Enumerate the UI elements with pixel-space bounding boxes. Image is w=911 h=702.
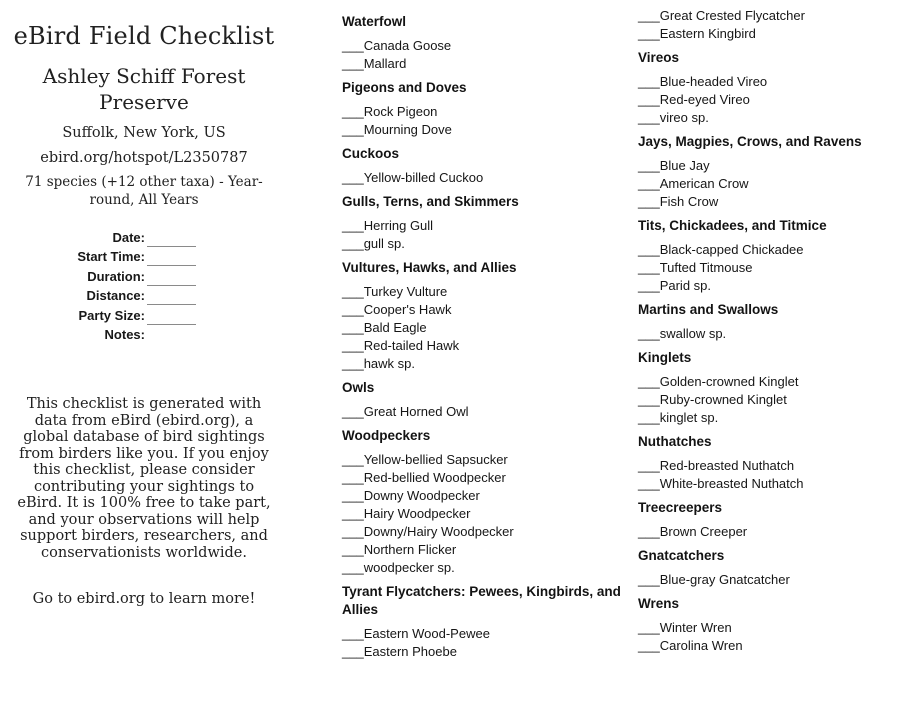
form-blank-line — [147, 308, 196, 325]
taxon-group-header: Tits, Chickadees, and Titmice — [638, 218, 827, 233]
species-row — [342, 235, 634, 253]
tally-blank: ___ — [342, 560, 364, 575]
taxon-group-header: Jays, Magpies, Crows, and Ravens — [638, 134, 862, 149]
taxon-group-header: Pigeons and Doves — [342, 80, 467, 95]
form-field-label: Distance: — [86, 288, 145, 303]
species-row — [638, 193, 910, 211]
species-row — [342, 301, 634, 319]
page-title: eBird Field Checklist — [13, 22, 275, 50]
tally-blank: ___ — [638, 392, 660, 407]
species-row — [638, 91, 910, 109]
species-row — [342, 337, 634, 355]
species-name: Parid sp. — [659, 278, 712, 293]
species-name: Mallard — [363, 56, 407, 71]
form-row — [8, 325, 280, 345]
taxon-group-header: Martins and Swallows — [638, 302, 779, 317]
species-row — [638, 277, 910, 295]
species-name: American Crow — [659, 176, 749, 191]
hotspot-name: Ashley Schiff Forest Preserve — [42, 64, 246, 114]
species-row — [342, 103, 634, 121]
form-row — [8, 305, 280, 325]
tally-blank: ___ — [638, 524, 660, 539]
species-name: Golden-crowned Kinglet — [659, 374, 799, 389]
species-name: Yellow-bellied Sapsucker — [363, 452, 508, 467]
tally-blank: ___ — [342, 338, 364, 353]
tally-blank: ___ — [638, 8, 660, 23]
species-name: Carolina Wren — [659, 638, 743, 653]
tally-blank: ___ — [638, 176, 660, 191]
tally-blank: ___ — [342, 488, 364, 503]
tally-blank: ___ — [638, 242, 660, 257]
form-field-label: Date: — [112, 229, 145, 245]
tally-blank: ___ — [638, 278, 660, 293]
species-name: Northern Flicker — [363, 542, 457, 557]
species-row — [638, 475, 910, 493]
species-row — [638, 175, 910, 193]
hotspot-url: ebird.org/hotspot/L2350787 — [40, 150, 248, 166]
species-name: White-breasted Nuthatch — [659, 476, 804, 491]
tally-blank: ___ — [342, 452, 364, 467]
species-name: Herring Gull — [363, 218, 434, 233]
tally-blank: ___ — [638, 620, 660, 635]
form-blank-line — [147, 288, 196, 305]
species-name: Red-breasted Nuthatch — [659, 458, 795, 473]
tally-blank: ___ — [342, 302, 364, 317]
species-name: Rock Pigeon — [363, 104, 438, 119]
species-row — [342, 625, 634, 643]
species-row — [342, 37, 634, 55]
species-row — [638, 373, 910, 391]
species-name: Great Crested Flycatcher — [659, 8, 805, 23]
species-name: gull sp. — [363, 236, 405, 251]
species-row — [638, 259, 910, 277]
species-name: Hairy Woodpecker — [363, 506, 471, 521]
form-field-label: Notes: — [104, 327, 145, 342]
tally-blank: ___ — [342, 38, 364, 53]
species-name: vireo sp. — [659, 110, 709, 125]
species-row — [638, 409, 910, 427]
species-name: Ruby-crowned Kinglet — [659, 392, 787, 407]
species-name: Red-eyed Vireo — [659, 92, 750, 107]
species-row — [638, 619, 910, 637]
tally-blank: ___ — [638, 74, 660, 89]
species-row — [342, 217, 634, 235]
tally-blank: ___ — [638, 194, 660, 209]
species-row — [342, 169, 634, 187]
species-row — [342, 505, 634, 523]
cta-text: Go to ebird.org to learn more! — [32, 591, 256, 607]
info-column — [8, 0, 280, 702]
species-row — [638, 637, 910, 655]
species-row — [342, 487, 634, 505]
form-blank-line — [147, 249, 196, 266]
form-row — [8, 266, 280, 286]
taxon-group-header: Cuckoos — [342, 146, 400, 161]
form-field-label: Party Size: — [78, 307, 145, 323]
species-row — [342, 55, 634, 73]
taxon-group-header: Wrens — [638, 596, 680, 611]
tally-blank: ___ — [342, 356, 364, 371]
tally-blank: ___ — [342, 170, 364, 185]
taxon-group-header: Kinglets — [638, 350, 692, 365]
tally-blank: ___ — [638, 458, 660, 473]
species-name: Brown Creeper — [659, 524, 748, 539]
species-name: Winter Wren — [659, 620, 732, 635]
tally-blank: ___ — [342, 626, 364, 641]
tally-blank: ___ — [342, 320, 364, 335]
tally-blank: ___ — [342, 236, 364, 251]
form-blank-line — [147, 269, 196, 286]
taxon-group-header: Gulls, Terns, and Skimmers — [342, 194, 519, 209]
taxon-group-header: Waterfowl — [342, 14, 406, 29]
species-row — [342, 643, 634, 661]
species-row — [342, 355, 634, 373]
form-field-label: Duration: — [87, 268, 145, 284]
species-name: Turkey Vulture — [363, 284, 448, 299]
tally-blank: ___ — [342, 644, 364, 659]
taxon-group-header: Tyrant Flycatchers: Pewees, Kingbirds, and Allies — [342, 584, 621, 617]
species-name: Blue-gray Gnatcatcher — [659, 572, 790, 587]
species-name: Red-bellied Woodpecker — [363, 470, 506, 485]
species-name: Downy Woodpecker — [363, 488, 480, 503]
species-row — [638, 109, 910, 127]
species-name: Blue-headed Vireo — [659, 74, 768, 89]
taxon-group-header: Treecreepers — [638, 500, 723, 515]
tally-blank: ___ — [638, 26, 660, 41]
tally-blank: ___ — [638, 638, 660, 653]
species-name: hawk sp. — [363, 356, 416, 371]
species-name: Red-tailed Hawk — [363, 338, 460, 353]
species-row — [342, 403, 634, 421]
species-name: Tufted Titmouse — [659, 260, 753, 275]
hotspot-location: Suffolk, New York, US — [62, 125, 226, 141]
about-paragraph: This checklist is generated with data from eBird (ebird.org), a global database of bird sightings from birders like you. If you enjoy this checklist, please consider contributing your sightings to eBird. It is 100% free to take part, and your observations will help support birders, researchers, and conservationists worldwide. — [17, 396, 271, 561]
species-row — [342, 469, 634, 487]
tally-blank: ___ — [638, 326, 660, 341]
tally-blank: ___ — [638, 476, 660, 491]
tally-blank: ___ — [638, 410, 660, 425]
species-name: kinglet sp. — [659, 410, 719, 425]
tally-blank: ___ — [638, 572, 660, 587]
species-row — [342, 559, 634, 577]
species-name: swallow sp. — [659, 326, 727, 341]
tally-blank: ___ — [638, 374, 660, 389]
species-name: Cooper's Hawk — [363, 302, 452, 317]
species-row — [638, 157, 910, 175]
taxon-group-header: Vultures, Hawks, and Allies — [342, 260, 517, 275]
tally-blank: ___ — [638, 260, 660, 275]
species-column-2 — [638, 0, 910, 655]
form-row — [8, 227, 280, 247]
species-row — [342, 283, 634, 301]
taxon-group-header: Nuthatches — [638, 434, 712, 449]
species-name: Blue Jay — [659, 158, 710, 173]
tally-blank: ___ — [638, 92, 660, 107]
species-row — [342, 451, 634, 469]
tally-blank: ___ — [638, 158, 660, 173]
form-field-label: Start Time: — [77, 249, 145, 264]
species-row — [342, 319, 634, 337]
species-row — [638, 73, 910, 91]
species-row — [342, 523, 634, 541]
tally-blank: ___ — [342, 284, 364, 299]
species-row — [342, 121, 634, 139]
taxon-group-header: Owls — [342, 380, 375, 395]
species-summary: 71 species (+12 other taxa) - Year-round, All Years — [25, 174, 263, 209]
tally-blank: ___ — [342, 104, 364, 119]
masthead — [8, 22, 280, 209]
tally-blank: ___ — [342, 542, 364, 557]
taxon-group-header: Gnatcatchers — [638, 548, 725, 563]
species-name: Black-capped Chickadee — [659, 242, 804, 257]
species-name: Eastern Wood-Pewee — [363, 626, 490, 641]
taxon-group-header: Vireos — [638, 50, 680, 65]
field-entry-form — [8, 227, 280, 344]
species-row — [342, 541, 634, 559]
form-row — [8, 286, 280, 306]
species-name: Downy/Hairy Woodpecker — [363, 524, 514, 539]
tally-blank: ___ — [342, 218, 364, 233]
species-name: Great Horned Owl — [363, 404, 469, 419]
species-row — [638, 571, 910, 589]
species-name: Eastern Phoebe — [363, 644, 457, 659]
tally-blank: ___ — [342, 56, 364, 71]
tally-blank: ___ — [342, 470, 364, 485]
species-name: woodpecker sp. — [363, 560, 455, 575]
form-row — [8, 247, 280, 267]
species-row — [638, 325, 910, 343]
species-column-1 — [342, 0, 634, 661]
tally-blank: ___ — [342, 506, 364, 521]
species-row — [638, 25, 910, 43]
tally-blank: ___ — [342, 404, 364, 419]
species-row — [638, 457, 910, 475]
taxon-group-header: Woodpeckers — [342, 428, 431, 443]
species-row — [638, 241, 910, 259]
species-row — [638, 523, 910, 541]
tally-blank: ___ — [342, 524, 364, 539]
species-name: Fish Crow — [659, 194, 719, 209]
species-name: Eastern Kingbird — [659, 26, 756, 41]
species-name: Bald Eagle — [363, 320, 427, 335]
tally-blank: ___ — [638, 110, 660, 125]
species-name: Canada Goose — [363, 38, 452, 53]
form-blank-line — [147, 230, 196, 247]
species-row — [638, 7, 910, 25]
tally-blank: ___ — [342, 122, 364, 137]
species-name: Yellow-billed Cuckoo — [363, 170, 484, 185]
about-section — [15, 396, 273, 608]
species-row — [638, 391, 910, 409]
species-name: Mourning Dove — [363, 122, 452, 137]
